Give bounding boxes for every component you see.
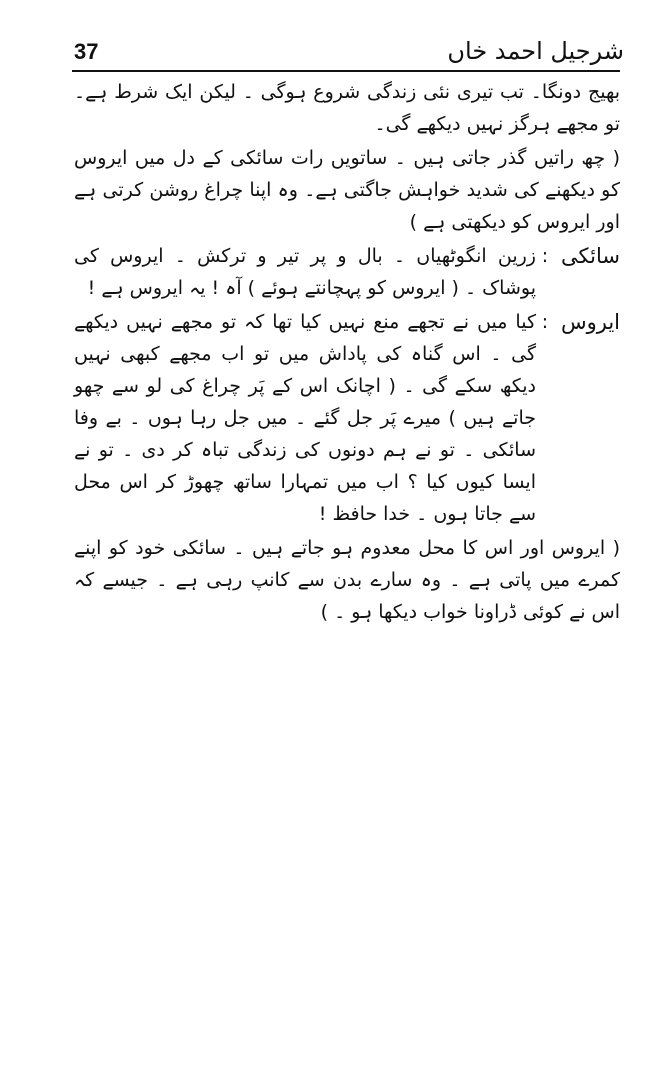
speaker-colon: : <box>541 311 549 333</box>
dialogue-text: کیا میں نے تجھے منع نہیں کیا تھا کہ تو مجھے نہیں دیکھے گی ۔ اس گناہ کی پاداش میں تو اب مجھے کبھی نہیں دیکھ سکے گی ۔ ( اچانک اس کے پَر چراغ کی لو سے چھو جاتے ہیں ) میرے پَر جل گئے ۔ میں جل رہا ہوں ۔ بے وفا سائکی ۔ تو نے ہم دونوں کی زندگی تباہ کر دی ۔ تو نے ایسا کیوں کیا ؟ اب میں تمہارا ساتھ چھوڑ کر اس محل سے جاتا ہوں ۔ خدا حافظ ! <box>74 311 536 525</box>
speaker-name: سائکی <box>561 244 620 268</box>
dialogue-eros <box>74 306 620 530</box>
running-head-author: شرجیل احمد خاں <box>447 37 624 65</box>
paragraph-continuation: بھیج دونگا۔ تب تیری نئی زندگی شروع ہوگی ۔ لیکن ایک شرط ہے۔ تو مجھے ہرگز نہیں دیکھے گی۔ <box>74 81 620 135</box>
stage-direction: ( ایروس اور اس کا محل معدوم ہو جاتے ہیں ۔ سائکی خود کو اپنے کمرے میں پاتی ہے ۔ وہ سارے بدن سے کانپ رہی ہے ۔ جیسے کہ اس نے کوئی ڈراونا خواب دیکھا ہو ۔ ) <box>74 537 620 623</box>
stage-direction: ( چھ راتیں گذر جاتی ہیں ۔ ساتویں رات سائکی کے دل میں ایروس کو دیکھنے کی شدید خواہش جاگتی ہے۔ وہ اپنا چراغ روشن کرتی ہے اور ایروس کو دیکھتی ہے ) <box>74 147 620 233</box>
header-rule <box>72 70 620 72</box>
page-number: 37 <box>74 39 99 64</box>
dialogue-psyche <box>74 240 620 304</box>
page-body <box>74 76 620 630</box>
speaker-colon: : <box>541 245 549 267</box>
speaker-name: ایروس <box>560 310 620 334</box>
dialogue-text: زرین انگوٹھیاں ۔ بال و پر تیر و ترکش ۔ ایروس کی پوشاک ۔ ( ایروس کو پہچانتے ہوئے ) آہ ! یہ ایروس ہے ! <box>74 245 536 299</box>
